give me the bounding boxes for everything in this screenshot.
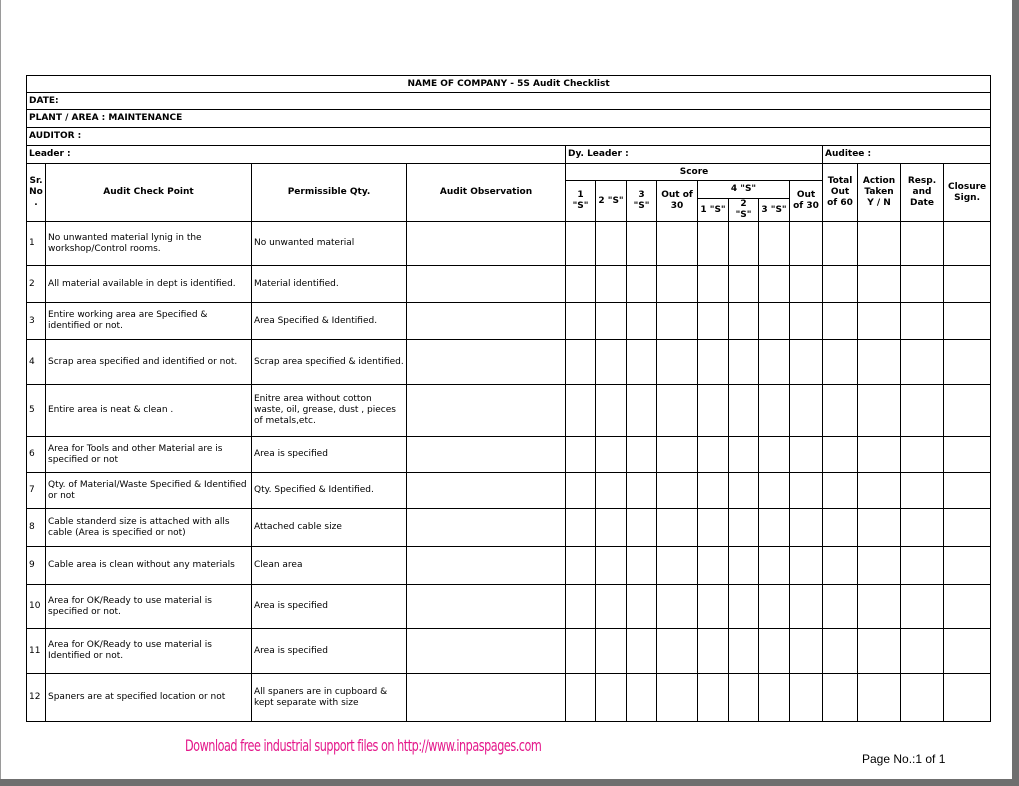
row-score-cell[interactable] — [627, 585, 657, 629]
row-score-cell[interactable] — [790, 303, 823, 340]
row-check-point: Scrap area specified and identified or not. — [46, 340, 252, 385]
row-total-cell[interactable] — [823, 385, 858, 437]
row-score-cell[interactable] — [627, 222, 657, 266]
row-score-cell[interactable] — [790, 385, 823, 437]
row-permissible-qty: All spaners are in cupboard & kept separate with size — [252, 674, 407, 722]
header-3s: 3 "S" — [627, 181, 657, 222]
dy-leader-field[interactable]: Dy. Leader : — [566, 146, 823, 164]
row-permissible-qty: Clean area — [252, 547, 407, 585]
row-score-cell[interactable] — [759, 473, 790, 509]
row-score-cell[interactable] — [698, 473, 729, 509]
row-score-cell[interactable] — [596, 585, 627, 629]
row-action-cell[interactable] — [858, 509, 901, 547]
row-score-cell[interactable] — [698, 437, 729, 473]
row-score-cell[interactable] — [698, 303, 729, 340]
row-action-cell[interactable] — [858, 385, 901, 437]
row-resp-cell[interactable] — [901, 437, 944, 473]
row-observation-cell[interactable] — [407, 266, 566, 303]
row-score-cell[interactable] — [790, 585, 823, 629]
header-action-taken: Action Taken Y / N — [858, 164, 901, 222]
row-resp-cell[interactable] — [901, 585, 944, 629]
row-score-cell[interactable] — [759, 385, 790, 437]
row-score-cell[interactable] — [596, 547, 627, 585]
row-total-cell[interactable] — [823, 473, 858, 509]
row-score-cell[interactable] — [566, 674, 596, 722]
header-2s: 2 "S" — [596, 181, 627, 222]
table-row — [27, 303, 991, 340]
row-score-cell[interactable] — [596, 473, 627, 509]
row-score-cell[interactable] — [596, 266, 627, 303]
row-permissible-qty: Area Specified & Identified. — [252, 303, 407, 340]
row-check-point: Area for OK/Ready to use material is Identified or not. — [46, 629, 252, 674]
row-score-cell[interactable] — [596, 674, 627, 722]
row-number: 11 — [27, 629, 46, 674]
row-closure-cell[interactable] — [944, 547, 991, 585]
row-score-cell[interactable] — [759, 266, 790, 303]
row-total-cell[interactable] — [823, 674, 858, 722]
table-row — [27, 385, 991, 437]
row-action-cell[interactable] — [858, 303, 901, 340]
audit-checklist-table — [26, 75, 991, 722]
row-score-cell[interactable] — [790, 473, 823, 509]
row-score-cell[interactable] — [627, 547, 657, 585]
row-observation-cell[interactable] — [407, 385, 566, 437]
row-resp-cell[interactable] — [901, 385, 944, 437]
row-action-cell[interactable] — [858, 437, 901, 473]
row-score-cell[interactable] — [627, 385, 657, 437]
row-observation-cell[interactable] — [407, 473, 566, 509]
row-number: 2 — [27, 266, 46, 303]
row-score-cell[interactable] — [657, 340, 698, 385]
row-permissible-qty: Area is specified — [252, 629, 407, 674]
row-closure-cell[interactable] — [944, 266, 991, 303]
table-row — [27, 340, 991, 385]
table-row — [27, 629, 991, 674]
row-action-cell[interactable] — [858, 266, 901, 303]
row-total-cell[interactable] — [823, 266, 858, 303]
row-observation-cell[interactable] — [407, 340, 566, 385]
row-score-cell[interactable] — [657, 266, 698, 303]
row-closure-cell[interactable] — [944, 629, 991, 674]
row-score-cell[interactable] — [566, 509, 596, 547]
row-resp-cell[interactable] — [901, 303, 944, 340]
row-resp-cell[interactable] — [901, 547, 944, 585]
row-score-cell[interactable] — [596, 303, 627, 340]
row-score-cell[interactable] — [790, 547, 823, 585]
row-score-cell[interactable] — [657, 547, 698, 585]
row-score-cell[interactable] — [729, 266, 759, 303]
header-4s: 4 "S" — [698, 181, 790, 199]
header-4s-sub-2s: 2 "S" — [729, 199, 759, 222]
row-observation-cell[interactable] — [407, 509, 566, 547]
row-score-cell[interactable] — [698, 385, 729, 437]
plant-area-field[interactable]: PLANT / AREA : MAINTENANCE — [27, 110, 991, 128]
row-score-cell[interactable] — [566, 303, 596, 340]
row-closure-cell[interactable] — [944, 509, 991, 547]
row-check-point: Cable area is clean without any materials — [46, 547, 252, 585]
row-score-cell[interactable] — [657, 629, 698, 674]
row-resp-cell[interactable] — [901, 629, 944, 674]
row-score-cell[interactable] — [657, 674, 698, 722]
row-check-point: Cable standerd size is attached with alls cable (Area is specified or not) — [46, 509, 252, 547]
row-closure-cell[interactable] — [944, 473, 991, 509]
page-number: Page No.:1 of 1 — [862, 752, 946, 766]
row-score-cell[interactable] — [759, 674, 790, 722]
row-check-point: Area for Tools and other Material are is specified or not — [46, 437, 252, 473]
row-number: 3 — [27, 303, 46, 340]
row-score-cell[interactable] — [657, 303, 698, 340]
row-score-cell[interactable] — [790, 509, 823, 547]
table-row — [27, 585, 991, 629]
row-score-cell[interactable] — [657, 473, 698, 509]
row-number: 6 — [27, 437, 46, 473]
row-number: 5 — [27, 385, 46, 437]
row-score-cell[interactable] — [566, 385, 596, 437]
row-score-cell[interactable] — [627, 303, 657, 340]
row-total-cell[interactable] — [823, 222, 858, 266]
row-score-cell[interactable] — [698, 629, 729, 674]
row-score-cell[interactable] — [596, 222, 627, 266]
header-4s-sub-3s: 3 "S" — [759, 199, 790, 222]
row-permissible-qty: Scrap area specified & identified. — [252, 340, 407, 385]
date-field[interactable]: DATE: — [27, 93, 991, 110]
row-action-cell[interactable] — [858, 629, 901, 674]
row-score-cell[interactable] — [596, 509, 627, 547]
header-1s: 1 "S" — [566, 181, 596, 222]
table-row — [27, 266, 991, 303]
row-score-cell[interactable] — [627, 674, 657, 722]
row-score-cell[interactable] — [729, 437, 759, 473]
row-action-cell[interactable] — [858, 222, 901, 266]
row-score-cell[interactable] — [729, 473, 759, 509]
row-score-cell[interactable] — [729, 674, 759, 722]
row-score-cell[interactable] — [729, 547, 759, 585]
row-score-cell[interactable] — [698, 340, 729, 385]
row-total-cell[interactable] — [823, 629, 858, 674]
row-check-point: Entire working area are Specified & identified or not. — [46, 303, 252, 340]
row-score-cell[interactable] — [759, 547, 790, 585]
row-score-cell[interactable] — [566, 629, 596, 674]
row-closure-cell[interactable] — [944, 222, 991, 266]
row-score-cell[interactable] — [596, 629, 627, 674]
row-observation-cell[interactable] — [407, 547, 566, 585]
row-score-cell[interactable] — [657, 585, 698, 629]
row-closure-cell[interactable] — [944, 674, 991, 722]
row-resp-cell[interactable] — [901, 222, 944, 266]
table-row — [27, 437, 991, 473]
row-check-point: Area for OK/Ready to use material is specified or not. — [46, 585, 252, 629]
row-total-cell[interactable] — [823, 303, 858, 340]
row-closure-cell[interactable] — [944, 340, 991, 385]
row-score-cell[interactable] — [790, 222, 823, 266]
row-score-cell[interactable] — [698, 509, 729, 547]
row-score-cell[interactable] — [566, 437, 596, 473]
row-score-cell[interactable] — [790, 629, 823, 674]
row-score-cell[interactable] — [627, 509, 657, 547]
row-score-cell[interactable] — [566, 222, 596, 266]
sheet-title: NAME OF COMPANY - 5S Audit Checklist — [27, 76, 991, 93]
row-score-cell[interactable] — [790, 437, 823, 473]
row-check-point: All material available in dept is identified. — [46, 266, 252, 303]
header-observation: Audit Observation — [407, 164, 566, 222]
window-edge-right — [1012, 0, 1019, 786]
row-score-cell[interactable] — [627, 473, 657, 509]
row-check-point: Qty. of Material/Waste Specified & Identified or not — [46, 473, 252, 509]
row-permissible-qty: Enitre area without cotton waste, oil, grease, dust , pieces of metals,etc. — [252, 385, 407, 437]
row-score-cell[interactable] — [627, 437, 657, 473]
row-check-point: Spaners are at specified location or not — [46, 674, 252, 722]
row-score-cell[interactable] — [759, 629, 790, 674]
row-check-point: Entire area is neat & clean . — [46, 385, 252, 437]
row-score-cell[interactable] — [698, 222, 729, 266]
row-number: 4 — [27, 340, 46, 385]
row-action-cell[interactable] — [858, 674, 901, 722]
row-observation-cell[interactable] — [407, 674, 566, 722]
row-number: 9 — [27, 547, 46, 585]
download-link[interactable]: Download free industrial support files on http://www.inpaspages.com — [185, 736, 542, 755]
row-score-cell[interactable] — [759, 585, 790, 629]
row-score-cell[interactable] — [657, 385, 698, 437]
row-score-cell[interactable] — [759, 509, 790, 547]
row-check-point: No unwanted material lynig in the workshop/Control rooms. — [46, 222, 252, 266]
row-observation-cell[interactable] — [407, 629, 566, 674]
row-score-cell[interactable] — [698, 585, 729, 629]
row-score-cell[interactable] — [657, 509, 698, 547]
header-resp-date: Resp. and Date — [901, 164, 944, 222]
leader-field[interactable]: Leader : — [27, 146, 566, 164]
auditee-field[interactable]: Auditee : — [823, 146, 991, 164]
row-score-cell[interactable] — [729, 629, 759, 674]
row-total-cell[interactable] — [823, 340, 858, 385]
row-closure-cell[interactable] — [944, 437, 991, 473]
header-out-of-30-b: Out of 30 — [790, 181, 823, 222]
row-total-cell[interactable] — [823, 585, 858, 629]
row-number: 1 — [27, 222, 46, 266]
row-resp-cell[interactable] — [901, 340, 944, 385]
row-number: 8 — [27, 509, 46, 547]
window-edge-bottom — [0, 779, 1019, 786]
row-observation-cell[interactable] — [407, 437, 566, 473]
row-score-cell[interactable] — [596, 385, 627, 437]
row-observation-cell[interactable] — [407, 222, 566, 266]
row-score-cell[interactable] — [759, 437, 790, 473]
row-closure-cell[interactable] — [944, 585, 991, 629]
row-number: 12 — [27, 674, 46, 722]
row-number: 7 — [27, 473, 46, 509]
table-row — [27, 222, 991, 266]
row-score-cell[interactable] — [566, 585, 596, 629]
row-observation-cell[interactable] — [407, 585, 566, 629]
header-4s-sub-1s: 1 "S" — [698, 199, 729, 222]
row-score-cell[interactable] — [627, 629, 657, 674]
row-score-cell[interactable] — [657, 437, 698, 473]
row-permissible-qty: Attached cable size — [252, 509, 407, 547]
row-score-cell[interactable] — [596, 340, 627, 385]
row-score-cell[interactable] — [759, 340, 790, 385]
header-total: Total Out of 60 — [823, 164, 858, 222]
row-permissible-qty: Area is specified — [252, 437, 407, 473]
row-action-cell[interactable] — [858, 340, 901, 385]
row-closure-cell[interactable] — [944, 385, 991, 437]
header-sr-no: Sr. No . — [27, 164, 46, 222]
row-score-cell[interactable] — [596, 437, 627, 473]
row-action-cell[interactable] — [858, 547, 901, 585]
row-score-cell[interactable] — [790, 340, 823, 385]
row-score-cell[interactable] — [790, 674, 823, 722]
table-row — [27, 674, 991, 722]
row-score-cell[interactable] — [698, 674, 729, 722]
row-observation-cell[interactable] — [407, 303, 566, 340]
row-score-cell[interactable] — [627, 340, 657, 385]
row-permissible-qty: Material identified. — [252, 266, 407, 303]
row-score-cell[interactable] — [759, 303, 790, 340]
row-score-cell[interactable] — [729, 585, 759, 629]
row-score-cell[interactable] — [657, 222, 698, 266]
row-score-cell[interactable] — [698, 547, 729, 585]
row-total-cell[interactable] — [823, 547, 858, 585]
row-resp-cell[interactable] — [901, 266, 944, 303]
row-score-cell[interactable] — [729, 303, 759, 340]
row-total-cell[interactable] — [823, 437, 858, 473]
table-row — [27, 473, 991, 509]
header-permissible-qty: Permissible Qty. — [252, 164, 407, 222]
row-score-cell[interactable] — [759, 222, 790, 266]
row-number: 10 — [27, 585, 46, 629]
row-resp-cell[interactable] — [901, 674, 944, 722]
row-total-cell[interactable] — [823, 509, 858, 547]
row-score-cell[interactable] — [729, 340, 759, 385]
header-out-of-30-a: Out of 30 — [657, 181, 698, 222]
row-score-cell[interactable] — [729, 222, 759, 266]
row-score-cell[interactable] — [566, 547, 596, 585]
row-resp-cell[interactable] — [901, 473, 944, 509]
row-action-cell[interactable] — [858, 585, 901, 629]
row-score-cell[interactable] — [566, 473, 596, 509]
table-row — [27, 509, 991, 547]
header-check-point: Audit Check Point — [46, 164, 252, 222]
row-score-cell[interactable] — [566, 266, 596, 303]
header-closure-sign: Closure Sign. — [944, 164, 991, 222]
row-permissible-qty: No unwanted material — [252, 222, 407, 266]
row-action-cell[interactable] — [858, 473, 901, 509]
row-score-cell[interactable] — [790, 266, 823, 303]
window-edge-left — [0, 0, 1, 786]
row-permissible-qty: Qty. Specified & Identified. — [252, 473, 407, 509]
row-score-cell[interactable] — [698, 266, 729, 303]
row-score-cell[interactable] — [729, 385, 759, 437]
row-score-cell[interactable] — [566, 340, 596, 385]
row-closure-cell[interactable] — [944, 303, 991, 340]
row-score-cell[interactable] — [627, 266, 657, 303]
row-score-cell[interactable] — [729, 509, 759, 547]
header-score: Score — [566, 164, 823, 181]
table-row — [27, 547, 991, 585]
auditor-field[interactable]: AUDITOR : — [27, 128, 991, 146]
row-permissible-qty: Area is specified — [252, 585, 407, 629]
row-resp-cell[interactable] — [901, 509, 944, 547]
